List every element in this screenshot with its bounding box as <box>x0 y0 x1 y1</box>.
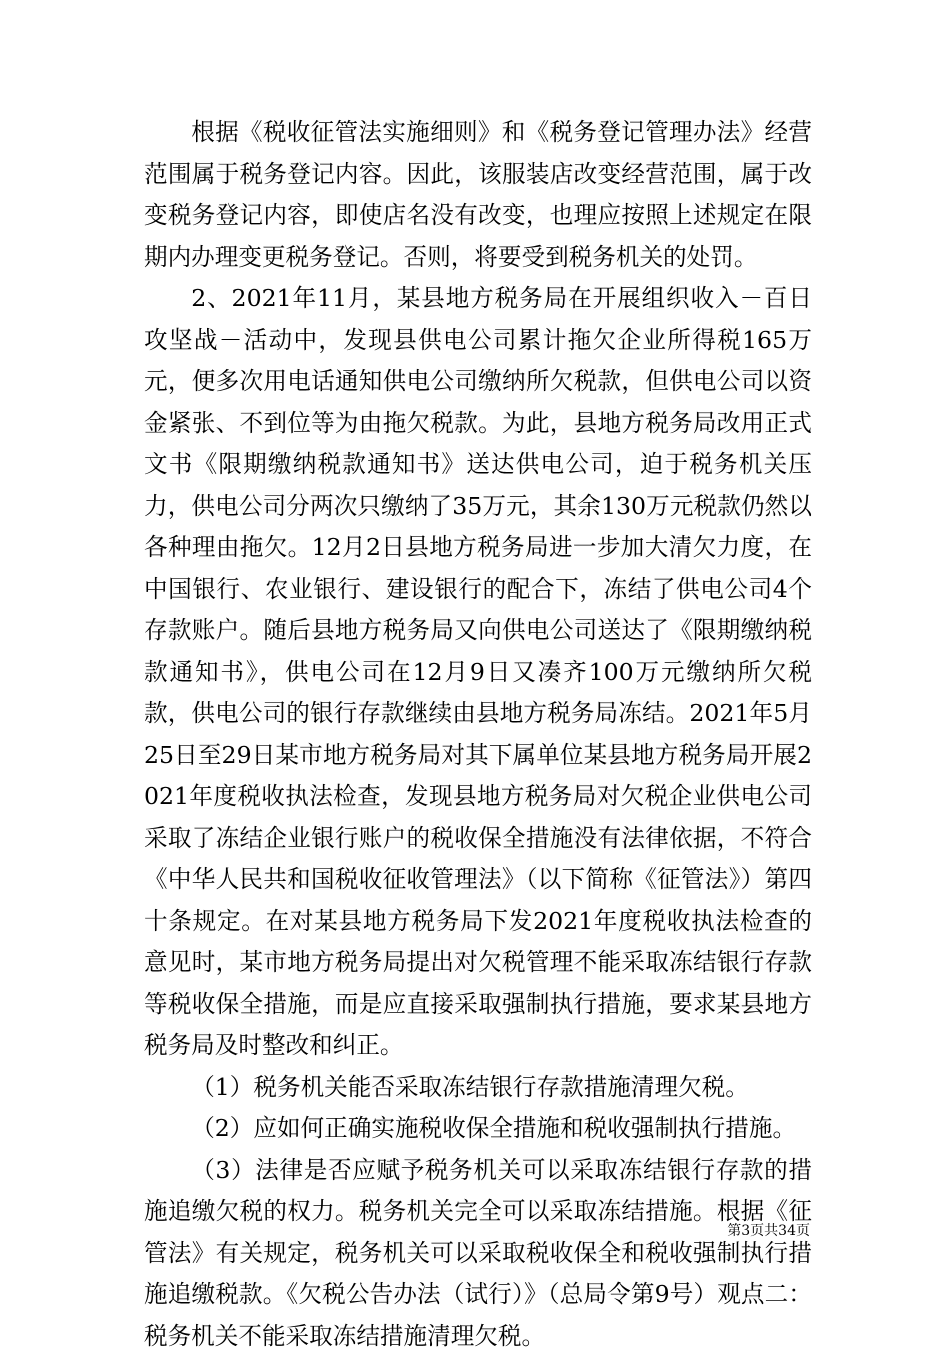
question-2: （2）应如何正确实施税收保全措施和税收强制执行措施。 <box>144 1108 812 1150</box>
question-3: （3）法律是否应赋予税务机关可以采取冻结银行存款的措施追缴欠税的权力。税务机关完全可以采取冻结措施。根据《征管法》有关规定，税务机关可以采取税收保全和税收强制执行措施追缴税款。《欠税公告办法（试行）》（总局令第9号）观点二：税务机关不能采取冻结措施清理欠税。 <box>144 1150 812 1357</box>
page-number: 第3页共34页 <box>690 1222 810 1240</box>
paragraph-registration: 根据《税收征管法实施细则》和《税务登记管理办法》经营范围属于税务登记内容。因此，该服装店改变经营范围，属于改变税务登记内容，即使店名没有改变，也理应按照上述规定在限期内办理变更税务登记。否则，将要受到税务机关的处罚。 <box>144 112 812 278</box>
body-text <box>144 112 812 1357</box>
question-1: （1）税务机关能否采取冻结银行存款措施清理欠税。 <box>144 1067 812 1109</box>
paragraph-case-2: 2、2021年11月，某县地方税务局在开展组织收入－百日攻坚战－活动中，发现县供电公司累计拖欠企业所得税165万元，便多次用电话通知供电公司缴纳所欠税款，但供电公司以资金紧张、不到位等为由拖欠税款。为此，县地方税务局改用正式文书《限期缴纳税款通知书》送达供电公司，迫于税务机关压力，供电公司分两次只缴纳了35万元，其余130万元税款仍然以各种理由拖欠。12月2日县地方税务局进一步加大清欠力度，在中国银行、农业银行、建设银行的配合下，冻结了供电公司4个存款账户。随后县地方税务局又向供电公司送达了《限期缴纳税款通知书》，供电公司在12月9日又凑齐100万元缴纳所欠税款，供电公司的银行存款继续由县地方税务局冻结。2021年5月25日至29日某市地方税务局对其下属单位某县地方税务局开展2021年度税收执法检查，发现县地方税务局对欠税企业供电公司采取了冻结企业银行账户的税收保全措施没有法律依据，不符合《中华人民共和国税收征收管理法》（以下简称《征管法》）第四十条规定。在对某县地方税务局下发2021年度税收执法检查的意见时，某市地方税务局提出对欠税管理不能采取冻结银行存款等税收保全措施，而是应直接采取强制执行措施，要求某县地方税务局及时整改和纠正。 <box>144 278 812 1067</box>
